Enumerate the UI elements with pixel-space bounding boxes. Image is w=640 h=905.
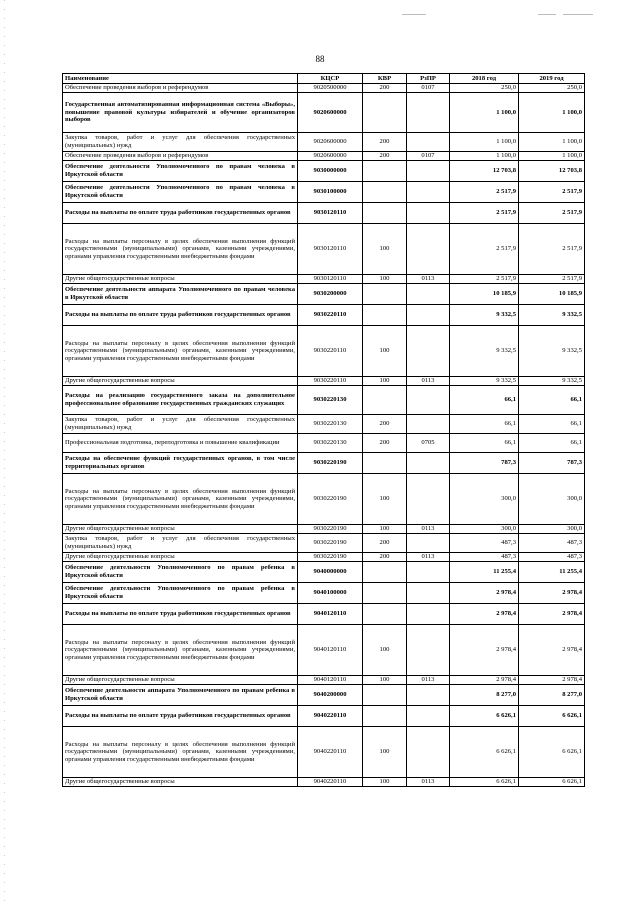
row-kcsr-cell: 9030100000 — [298, 182, 363, 203]
row-name-cell: Обеспечение проведения выборов и референдумов — [63, 84, 298, 93]
row-rzpr-cell — [407, 203, 450, 224]
row-2019-cell: 66,1 — [519, 415, 585, 434]
row-rzpr-cell — [407, 562, 450, 583]
table-row — [63, 553, 585, 562]
row-name-cell: Расходы на выплаты по оплате труда работников государственных органов — [63, 604, 298, 625]
row-rzpr-cell — [407, 93, 450, 133]
table-row — [63, 534, 585, 553]
row-2018-cell: 6 626,1 — [450, 778, 519, 787]
row-name-cell: Другие общегосударственные вопросы — [63, 553, 298, 562]
row-2018-cell: 2 978,4 — [450, 625, 519, 676]
row-2019-cell: 250,0 — [519, 84, 585, 93]
table-row — [63, 706, 585, 727]
row-2019-cell: 6 626,1 — [519, 727, 585, 778]
row-kvr-cell — [363, 161, 407, 182]
row-name-cell: Другие общегосударственные вопросы — [63, 676, 298, 685]
row-rzpr-cell — [407, 453, 450, 474]
row-2018-cell: 10 185,9 — [450, 284, 519, 305]
row-kvr-cell: 200 — [363, 553, 407, 562]
row-kcsr-cell: 9030220110 — [298, 305, 363, 326]
row-kcsr-cell: 9040220110 — [298, 706, 363, 727]
row-kvr-cell: 200 — [363, 415, 407, 434]
table-row — [63, 161, 585, 182]
row-rzpr-cell — [407, 224, 450, 275]
row-2019-cell: 487,3 — [519, 553, 585, 562]
row-rzpr-cell: 0113 — [407, 778, 450, 787]
row-2018-cell: 487,3 — [450, 534, 519, 553]
row-2018-cell: 250,0 — [450, 84, 519, 93]
row-name-cell: Расходы на обеспечение функций государственных органов, в том числе территориальных органов — [63, 453, 298, 474]
row-kvr-cell — [363, 284, 407, 305]
row-kcsr-cell: 9040120110 — [298, 676, 363, 685]
row-kcsr-cell: 9040120110 — [298, 604, 363, 625]
table-row — [63, 604, 585, 625]
row-name-cell: Расходы на выплаты персоналу в целях обеспечения выполнения функций государственными (муниципальными) органами, казенными учреждениями, органами управления государственными внебюджетными фондами — [63, 326, 298, 377]
row-rzpr-cell — [407, 161, 450, 182]
row-kcsr-cell: 9030120110 — [298, 203, 363, 224]
table-row — [63, 676, 585, 685]
row-rzpr-cell: 0113 — [407, 377, 450, 386]
row-2018-cell: 2 517,9 — [450, 182, 519, 203]
row-kcsr-cell: 9030220130 — [298, 386, 363, 415]
row-rzpr-cell — [407, 326, 450, 377]
table-row — [63, 434, 585, 453]
row-rzpr-cell — [407, 625, 450, 676]
row-2019-cell: 2 978,4 — [519, 625, 585, 676]
row-2019-cell: 2 517,9 — [519, 203, 585, 224]
table-row — [63, 275, 585, 284]
row-kcsr-cell: 9040100000 — [298, 583, 363, 604]
row-2018-cell: 6 626,1 — [450, 706, 519, 727]
row-name-cell: Обеспечение проведения выборов и референдумов — [63, 152, 298, 161]
row-kcsr-cell: 9030120110 — [298, 224, 363, 275]
table-row — [63, 474, 585, 525]
row-name-cell: Обеспечение деятельности аппарата Уполномоченного по правам человека в Иркутской области — [63, 284, 298, 305]
row-kcsr-cell: 9030220190 — [298, 474, 363, 525]
row-2019-cell: 8 277,0 — [519, 685, 585, 706]
row-2019-cell: 12 703,8 — [519, 161, 585, 182]
row-2019-cell: 9 332,5 — [519, 326, 585, 377]
row-kcsr-cell: 9040200000 — [298, 685, 363, 706]
row-2018-cell: 66,1 — [450, 415, 519, 434]
table-row — [63, 133, 585, 152]
table-row — [63, 727, 585, 778]
row-2019-cell: 11 255,4 — [519, 562, 585, 583]
table-row — [63, 625, 585, 676]
row-kvr-cell — [363, 182, 407, 203]
row-kvr-cell: 100 — [363, 525, 407, 534]
table-row — [63, 583, 585, 604]
row-kcsr-cell: 9030220110 — [298, 377, 363, 386]
row-kcsr-cell: 9030220130 — [298, 434, 363, 453]
row-kcsr-cell: 9030220190 — [298, 553, 363, 562]
row-name-cell: Расходы на выплаты персоналу в целях обеспечения выполнения функций государственными (муниципальными) органами, казенными учреждениями, органами управления государственными внебюджетными фондами — [63, 224, 298, 275]
row-name-cell: Другие общегосударственные вопросы — [63, 275, 298, 284]
row-kcsr-cell: 9020600000 — [298, 93, 363, 133]
row-rzpr-cell — [407, 386, 450, 415]
row-2019-cell: 300,0 — [519, 474, 585, 525]
row-kvr-cell — [363, 685, 407, 706]
row-kvr-cell: 100 — [363, 474, 407, 525]
row-2018-cell: 2 978,4 — [450, 583, 519, 604]
row-2018-cell: 1 100,0 — [450, 152, 519, 161]
row-2019-cell: 1 100,0 — [519, 152, 585, 161]
row-2019-cell: 2 517,9 — [519, 224, 585, 275]
row-kvr-cell — [363, 453, 407, 474]
row-name-cell: Другие общегосударственные вопросы — [63, 525, 298, 534]
row-rzpr-cell: 0113 — [407, 275, 450, 284]
row-kcsr-cell: 9020500000 — [298, 84, 363, 93]
row-kvr-cell: 200 — [363, 434, 407, 453]
page-number: 88 — [315, 54, 325, 64]
row-kvr-cell — [363, 203, 407, 224]
row-kcsr-cell: 9040120110 — [298, 625, 363, 676]
header-2019: 2019 год — [519, 74, 585, 84]
row-name-cell: Обеспечение деятельности Уполномоченного по правам человека в Иркутской области — [63, 182, 298, 203]
row-2018-cell: 2 978,4 — [450, 676, 519, 685]
table-row — [63, 386, 585, 415]
row-kcsr-cell: 9030220190 — [298, 525, 363, 534]
table-row — [63, 562, 585, 583]
row-kvr-cell: 100 — [363, 377, 407, 386]
row-kvr-cell: 100 — [363, 326, 407, 377]
row-rzpr-cell — [407, 727, 450, 778]
header-kcsr: КЦСР — [298, 74, 363, 84]
row-2018-cell: 2 517,9 — [450, 275, 519, 284]
header-2018: 2018 год — [450, 74, 519, 84]
row-name-cell: Обеспечение деятельности Уполномоченного по правам человека в Иркутской области — [63, 161, 298, 182]
row-kvr-cell — [363, 93, 407, 133]
row-kcsr-cell: 9030000000 — [298, 161, 363, 182]
row-rzpr-cell: 0113 — [407, 553, 450, 562]
table-row — [63, 305, 585, 326]
row-2018-cell: 12 703,8 — [450, 161, 519, 182]
table-row — [63, 326, 585, 377]
row-name-cell: Закупка товаров, работ и услуг для обеспечения государственных (муниципальных) нужд — [63, 415, 298, 434]
budget-table — [62, 73, 585, 787]
row-rzpr-cell — [407, 706, 450, 727]
row-2018-cell: 9 332,5 — [450, 326, 519, 377]
row-2019-cell: 2 517,9 — [519, 275, 585, 284]
row-name-cell: Расходы на выплаты по оплате труда работников государственных органов — [63, 706, 298, 727]
row-kcsr-cell: 9040220110 — [298, 727, 363, 778]
row-2019-cell: 2 517,9 — [519, 182, 585, 203]
header-name: Наименование — [63, 74, 298, 84]
row-2019-cell: 66,1 — [519, 434, 585, 453]
row-2018-cell: 66,1 — [450, 386, 519, 415]
row-2018-cell: 6 626,1 — [450, 727, 519, 778]
row-rzpr-cell: 0705 — [407, 434, 450, 453]
row-2019-cell: 6 626,1 — [519, 778, 585, 787]
row-2019-cell: 2 978,4 — [519, 583, 585, 604]
row-2019-cell: 6 626,1 — [519, 706, 585, 727]
row-kcsr-cell: 9030200000 — [298, 284, 363, 305]
row-name-cell: Профессиональная подготовка, переподготовка и повышение квалификации — [63, 434, 298, 453]
row-kcsr-cell: 9030220190 — [298, 534, 363, 553]
row-2018-cell: 787,3 — [450, 453, 519, 474]
row-2018-cell: 11 255,4 — [450, 562, 519, 583]
row-rzpr-cell — [407, 133, 450, 152]
row-2019-cell: 66,1 — [519, 386, 585, 415]
row-2018-cell: 9 332,5 — [450, 377, 519, 386]
row-kvr-cell: 200 — [363, 84, 407, 93]
row-2019-cell: 787,3 — [519, 453, 585, 474]
row-rzpr-cell — [407, 305, 450, 326]
row-name-cell: Государственная автоматизированная информационная система «Выборы», повышение правовой культуры избирателей и обучение организаторов выборов — [63, 93, 298, 133]
row-name-cell: Расходы на выплаты по оплате труда работников государственных органов — [63, 203, 298, 224]
row-rzpr-cell — [407, 182, 450, 203]
row-rzpr-cell: 0107 — [407, 152, 450, 161]
row-2018-cell: 1 100,0 — [450, 93, 519, 133]
row-2019-cell: 10 185,9 — [519, 284, 585, 305]
row-kvr-cell: 100 — [363, 625, 407, 676]
row-2019-cell: 9 332,5 — [519, 305, 585, 326]
table-row — [63, 525, 585, 534]
row-kvr-cell: 100 — [363, 778, 407, 787]
row-2019-cell: 1 100,0 — [519, 133, 585, 152]
row-kcsr-cell: 9030220190 — [298, 453, 363, 474]
table-row — [63, 685, 585, 706]
row-name-cell: Закупка товаров, работ и услуг для обеспечения государственных (муниципальных) нужд — [63, 534, 298, 553]
row-kvr-cell — [363, 386, 407, 415]
row-rzpr-cell — [407, 474, 450, 525]
row-2019-cell: 2 978,4 — [519, 604, 585, 625]
row-2019-cell: 1 100,0 — [519, 93, 585, 133]
row-kcsr-cell: 9030120110 — [298, 275, 363, 284]
row-rzpr-cell — [407, 534, 450, 553]
row-name-cell: Обеспечение деятельности Уполномоченного по правам ребенка в Иркутской области — [63, 562, 298, 583]
row-2018-cell: 66,1 — [450, 434, 519, 453]
row-rzpr-cell: 0113 — [407, 676, 450, 685]
header-kvr: КВР — [363, 74, 407, 84]
table-row — [63, 415, 585, 434]
row-2019-cell: 487,3 — [519, 534, 585, 553]
table-row — [63, 377, 585, 386]
row-kvr-cell: 100 — [363, 275, 407, 284]
scan-edge-marks — [4, 0, 5, 905]
row-2018-cell: 8 277,0 — [450, 685, 519, 706]
table-row — [63, 182, 585, 203]
row-2018-cell: 2 978,4 — [450, 604, 519, 625]
row-2018-cell: 2 517,9 — [450, 203, 519, 224]
row-kcsr-cell: 9040000000 — [298, 562, 363, 583]
row-kvr-cell: 100 — [363, 727, 407, 778]
row-kvr-cell — [363, 604, 407, 625]
scan-mark — [563, 14, 593, 15]
row-2018-cell: 2 517,9 — [450, 224, 519, 275]
row-name-cell: Расходы на выплаты персоналу в целях обеспечения выполнения функций государственными (муниципальными) органами, казенными учреждениями, органами управления государственными внебюджетными фондами — [63, 474, 298, 525]
scan-mark — [402, 14, 426, 15]
row-kvr-cell — [363, 562, 407, 583]
row-name-cell: Другие общегосударственные вопросы — [63, 778, 298, 787]
row-2018-cell: 1 100,0 — [450, 133, 519, 152]
row-name-cell: Закупка товаров, работ и услуг для обеспечения государственных (муниципальных) нужд — [63, 133, 298, 152]
row-rzpr-cell — [407, 284, 450, 305]
row-kcsr-cell: 9040220110 — [298, 778, 363, 787]
table-row — [63, 203, 585, 224]
row-2019-cell: 300,0 — [519, 525, 585, 534]
row-kvr-cell: 200 — [363, 133, 407, 152]
table-row — [63, 284, 585, 305]
row-kvr-cell: 200 — [363, 534, 407, 553]
row-kvr-cell — [363, 583, 407, 604]
row-kcsr-cell: 9030220130 — [298, 415, 363, 434]
row-2018-cell: 300,0 — [450, 474, 519, 525]
row-name-cell: Другие общегосударственные вопросы — [63, 377, 298, 386]
row-kcsr-cell: 9020600000 — [298, 133, 363, 152]
row-rzpr-cell: 0107 — [407, 84, 450, 93]
table-row — [63, 84, 585, 93]
row-2019-cell: 2 978,4 — [519, 676, 585, 685]
row-2018-cell: 9 332,5 — [450, 305, 519, 326]
row-name-cell: Обеспечение деятельности Уполномоченного по правам ребенка в Иркутской области — [63, 583, 298, 604]
row-kvr-cell: 100 — [363, 676, 407, 685]
row-name-cell: Расходы на выплаты персоналу в целях обеспечения выполнения функций государственными (муниципальными) органами, казенными учреждениями, органами управления государственными внебюджетными фондами — [63, 727, 298, 778]
row-rzpr-cell — [407, 415, 450, 434]
scan-mark — [538, 14, 556, 15]
table-row — [63, 778, 585, 787]
row-rzpr-cell: 0113 — [407, 525, 450, 534]
row-kvr-cell — [363, 305, 407, 326]
row-name-cell: Расходы на выплаты по оплате труда работников государственных органов — [63, 305, 298, 326]
row-name-cell: Расходы на реализацию государственного заказа на дополнительное профессиональное образование государственных гражданских служащих — [63, 386, 298, 415]
row-kvr-cell: 200 — [363, 152, 407, 161]
row-name-cell: Расходы на выплаты персоналу в целях обеспечения выполнения функций государственными (муниципальными) органами, казенными учреждениями, органами управления государственными внебюджетными фондами — [63, 625, 298, 676]
row-2018-cell: 300,0 — [450, 525, 519, 534]
table-row — [63, 224, 585, 275]
row-rzpr-cell — [407, 604, 450, 625]
row-kcsr-cell: 9020600000 — [298, 152, 363, 161]
table-row — [63, 453, 585, 474]
row-kcsr-cell: 9030220110 — [298, 326, 363, 377]
row-name-cell: Обеспечение деятельности аппарата Уполномоченного по правам ребенка в Иркутской области — [63, 685, 298, 706]
header-rzpr: РзПР — [407, 74, 450, 84]
table-header-row — [63, 74, 585, 84]
row-kvr-cell — [363, 706, 407, 727]
row-kvr-cell: 100 — [363, 224, 407, 275]
row-2019-cell: 9 332,5 — [519, 377, 585, 386]
row-rzpr-cell — [407, 685, 450, 706]
table-row — [63, 152, 585, 161]
row-2018-cell: 487,3 — [450, 553, 519, 562]
row-rzpr-cell — [407, 583, 450, 604]
table-row — [63, 93, 585, 133]
